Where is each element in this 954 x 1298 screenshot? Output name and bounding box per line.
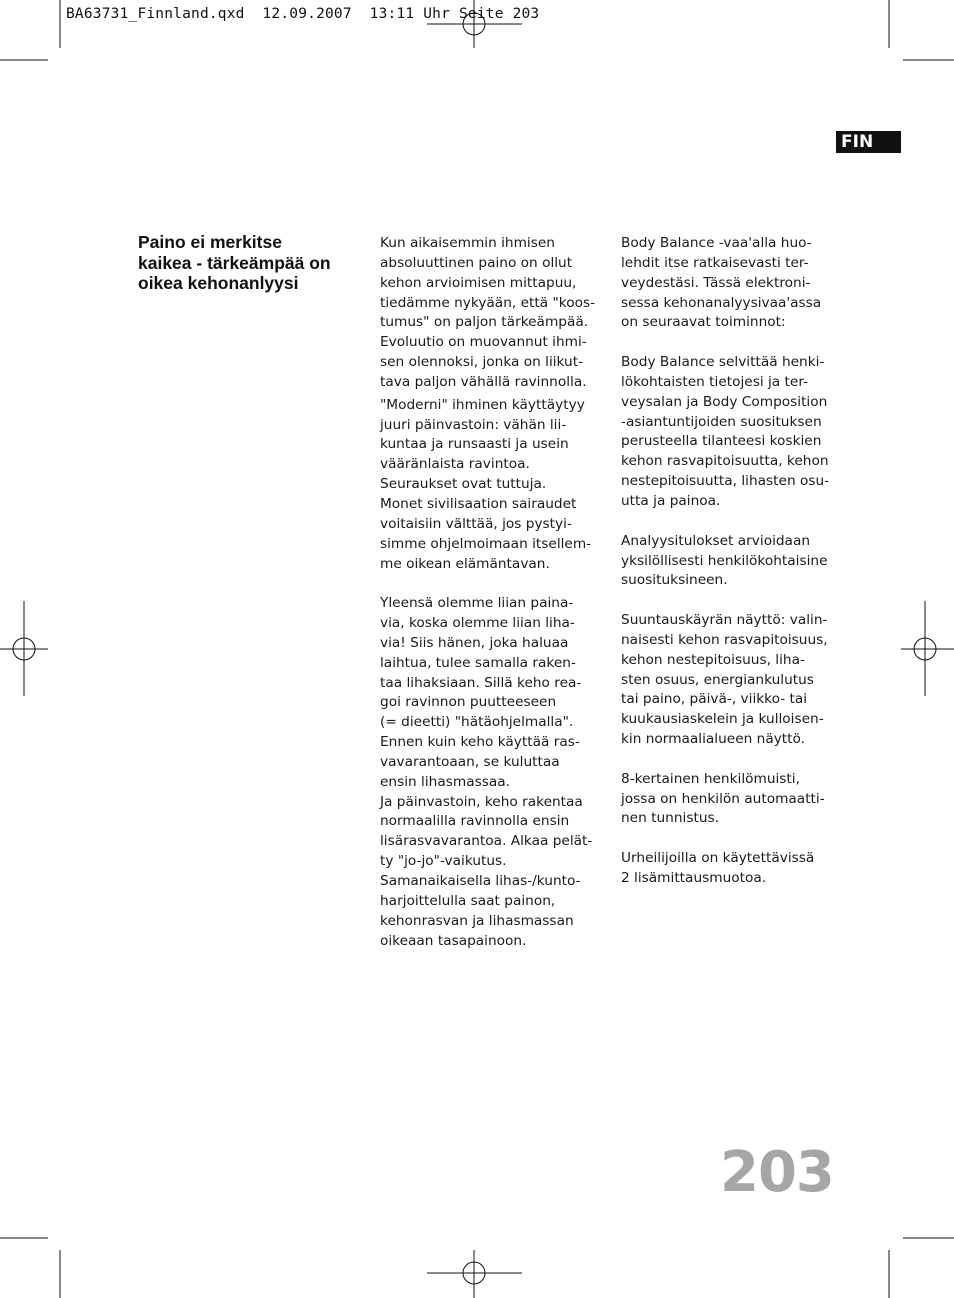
text-line: sessa kehonanalyysivaa'assa xyxy=(621,294,822,311)
text-line: 8-kertainen henkilömuisti, xyxy=(621,770,800,787)
text-line: Urheilijoilla on käytettävissä xyxy=(621,850,815,867)
text-line: sten osuus, energiankulutus xyxy=(621,671,814,688)
text-line: Seuraukset ovat tuttuja. xyxy=(380,476,547,493)
text-line: harjoittelulla saat painon, xyxy=(380,892,556,909)
text-line: veydestäsi. Tässä elektroni- xyxy=(621,274,811,291)
text-line: jossa on henkilön automaatti- xyxy=(621,790,825,807)
text-line: Analyysitulokset arvioidaan xyxy=(621,532,811,549)
text-line: laihtua, tulee samalla raken- xyxy=(380,654,576,671)
text-line: -asiantuntijoiden suosituksen xyxy=(621,413,822,430)
text-line: kehonrasvan ja lihasmassan xyxy=(380,912,574,929)
text-line: Body Balance selvittää henki- xyxy=(621,354,825,371)
text-line: lökohtaisten tietojesi ja ter- xyxy=(621,373,809,390)
text-line: utta ja painoa. xyxy=(621,492,721,509)
slug-date: 12.09.2007 xyxy=(262,6,352,22)
text-line: ensin lihasmassaa. xyxy=(380,773,510,790)
text-line: juuri päinvastoin: vähän lii- xyxy=(380,416,567,433)
text-line: vääränlaista ravintoa. xyxy=(380,456,530,473)
text-line: tai paino, päivä-, viikko- tai xyxy=(621,691,808,708)
text-line: goi ravinnon puutteeseen xyxy=(380,694,557,711)
text-line: tava paljon vähällä ravinnolla. xyxy=(380,373,587,390)
paragraph xyxy=(621,770,846,830)
paragraph xyxy=(621,849,846,889)
page-number: 203 xyxy=(720,1140,834,1205)
text-line: kehon rasvapitoisuutta, kehon xyxy=(621,453,829,470)
text-line: Monet sivilisaation sairaudet xyxy=(380,495,577,512)
text-line: tiedämme nykyään, että "koos- xyxy=(380,294,596,311)
text-line: Ennen kuin keho käyttää ras- xyxy=(380,734,580,751)
paragraph xyxy=(380,396,600,575)
registration-mark-left xyxy=(0,601,48,696)
text-line: Evoluutio on muovannut ihmi- xyxy=(380,334,587,351)
text-line: Ja päinvastoin, keho rakentaa xyxy=(380,793,583,810)
text-line: on seuraavat toiminnot: xyxy=(621,314,786,331)
paragraph xyxy=(621,532,846,592)
text-line: vavarantoaan, se kuluttaa xyxy=(380,753,560,770)
paragraph xyxy=(621,611,846,750)
text-line: normaalilla ravinnolla ensin xyxy=(380,813,570,830)
text-line: taa lihaksiaan. Sillä keho rea- xyxy=(380,674,582,691)
text-line: (= dieetti) "hätäohjelmalla". xyxy=(380,714,574,731)
text-line: Yleensä olemme liian paina- xyxy=(380,595,574,612)
text-line: nestepitoisuutta, lihasten osu- xyxy=(621,473,830,490)
registration-mark-right xyxy=(901,601,954,696)
text-line: Samanaikaisella lihas-/kunto- xyxy=(380,873,581,889)
text-line: via, koska olemme liian liha- xyxy=(380,615,575,632)
text-line: kin normaalialueen näyttö. xyxy=(621,731,806,748)
slug-filename: BA63731_Finnland.qxd xyxy=(66,6,245,22)
slug-page: Seite 203 xyxy=(458,6,540,22)
text-line: lehdit itse ratkaisevasti ter- xyxy=(621,254,809,271)
registration-mark-bottom xyxy=(427,1250,522,1298)
text-line: oikeaan tasapainoon. xyxy=(380,932,527,949)
text-line: Suuntauskäyrän näyttö: valin- xyxy=(621,612,828,629)
text-line: absoluuttinen paino on ollut xyxy=(380,254,573,271)
text-line: voitaisiin välttää, jos pystyi- xyxy=(380,515,572,532)
paragraph xyxy=(380,234,600,393)
text-column-1 xyxy=(380,234,600,951)
text-line: lisärasvavarantoa. Alkaa pelät- xyxy=(380,833,593,850)
text-line: "Moderni" ihminen käyttäytyy xyxy=(380,396,585,413)
registration-mark-top xyxy=(427,0,522,48)
text-line: 2 lisämittausmuotoa. xyxy=(621,870,767,886)
heading-line: kaikea - tärkeämpää on xyxy=(138,252,331,273)
text-line: ty "jo-jo"-vaikutus. xyxy=(380,853,507,870)
text-line: tumus" on paljon tärkeämpää. xyxy=(380,314,589,331)
text-line: kehon nestepitoisuus, liha- xyxy=(621,651,805,668)
text-line: via! Siis hänen, joka haluaa xyxy=(380,634,569,651)
text-line: Body Balance -vaa'alla huo- xyxy=(621,235,812,251)
text-column-2 xyxy=(621,234,846,889)
heading-line: Paino ei merkitse xyxy=(138,232,282,252)
text-line: kuntaa ja runsaasti ja usein xyxy=(380,436,569,453)
language-tab: FIN xyxy=(836,131,901,153)
paragraph xyxy=(380,594,600,951)
text-line: suosituksineen. xyxy=(621,572,728,589)
text-line: veysalan ja Body Composition xyxy=(621,393,828,410)
text-line: naisesti kehon rasvapitoisuus, xyxy=(621,631,828,648)
text-line: yksilöllisesti henkilökohtaisine xyxy=(621,552,828,569)
paragraph xyxy=(621,234,846,333)
text-line: me oikean elämäntavan. xyxy=(380,555,550,572)
section-heading xyxy=(138,232,363,294)
paragraph xyxy=(621,353,846,512)
text-line: kuukausiaskelein ja kulloisen- xyxy=(621,711,824,728)
text-line: sen olennoksi, jonka on liikut- xyxy=(380,354,584,371)
slug-time: 13:11 Uhr xyxy=(369,6,451,22)
text-line: Kun aikaisemmin ihmisen xyxy=(380,235,555,251)
text-line: perusteella tilanteesi koskien xyxy=(621,433,822,450)
text-line: kehon arvioimisen mittapuu, xyxy=(380,274,577,291)
heading-line: oikea kehonanlyysi xyxy=(138,273,299,293)
text-line: nen tunnistus. xyxy=(621,810,719,827)
text-line: simme ohjelmoimaan itsellem- xyxy=(380,535,592,552)
